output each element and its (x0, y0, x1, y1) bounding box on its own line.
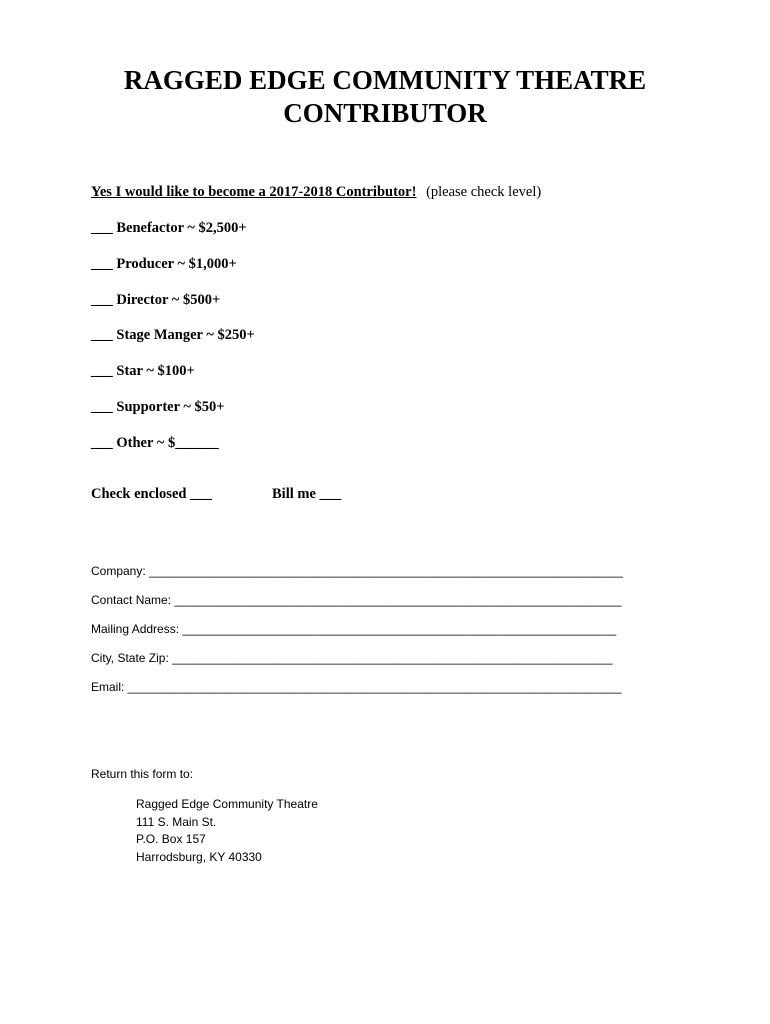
level-other[interactable]: ___ Other ~ $______ (91, 434, 219, 451)
return-address (136, 796, 318, 866)
page-title (0, 64, 770, 130)
contact-name-field[interactable]: Contact Name: ___________________________________________________________________ (91, 593, 622, 607)
level-director[interactable]: ___ Director ~ $500+ (91, 291, 221, 308)
address-line-4: Harrodsburg, KY 40330 (136, 849, 262, 864)
title-line-1: RAGGED EDGE COMMUNITY THEATRE (123, 65, 647, 95)
contribution-levels (91, 220, 255, 471)
address-line-3: P.O. Box 157 (136, 832, 206, 846)
level-star[interactable]: ___ Star ~ $100+ (91, 363, 195, 380)
contact-fields (91, 564, 661, 709)
return-label: Return this form to: (91, 767, 194, 781)
level-stage-manager[interactable]: ___ Stage Manger ~ $250+ (91, 327, 255, 344)
level-producer[interactable]: ___ Producer ~ $1,000+ (91, 255, 237, 272)
title-line-2: CONTRIBUTOR (283, 98, 487, 128)
address-line-1: Ragged Edge Community Theatre (136, 797, 318, 811)
city-state-zip-field[interactable]: City, State Zip: __________________________________________________________________ (91, 651, 613, 665)
intro-note: (please check level) (426, 184, 542, 200)
level-benefactor[interactable]: ___ Benefactor ~ $2,500+ (91, 220, 247, 236)
intro-lead: Yes I would like to become a 2017-2018 Contributor! (91, 184, 417, 200)
intro-line (91, 184, 541, 201)
mailing-address-field[interactable]: Mailing Address: _________________________________________________________________ (91, 622, 617, 636)
email-field[interactable]: Email: __________________________________________________________________________ (91, 680, 622, 694)
bill-me-option[interactable]: Bill me ___ (272, 486, 342, 502)
address-line-2: 111 S. Main St. (136, 814, 217, 829)
level-supporter[interactable]: ___ Supporter ~ $50+ (91, 398, 225, 415)
check-enclosed-option[interactable]: Check enclosed ___ (91, 486, 212, 502)
company-field[interactable]: Company: _______________________________________________________________________ (91, 564, 623, 578)
